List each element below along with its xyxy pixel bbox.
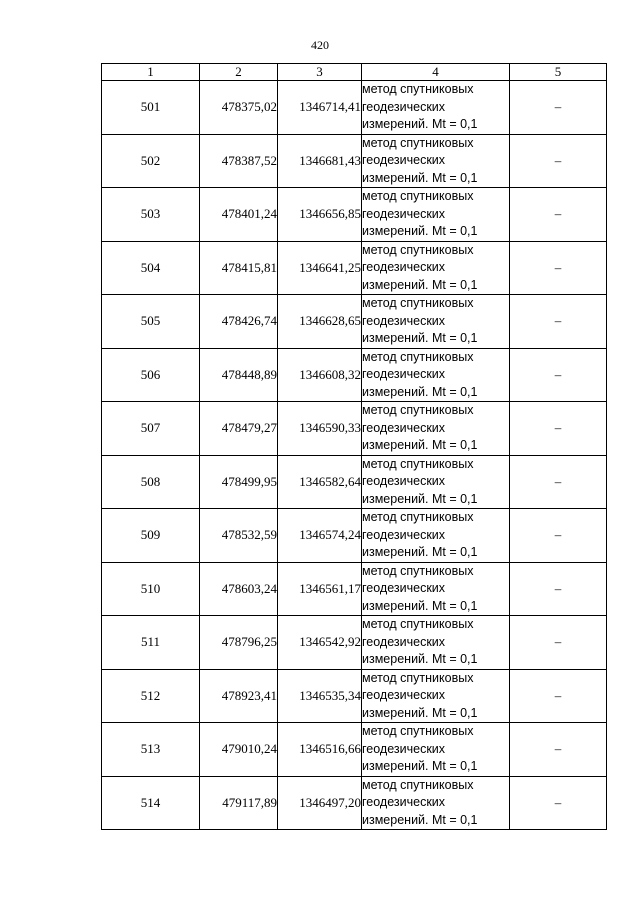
column-header-2: 2	[200, 64, 278, 81]
point-number-cell: 513	[102, 723, 200, 777]
table-row	[102, 776, 607, 830]
method-cell	[362, 723, 510, 777]
y-coordinate-cell: 1346497,20	[278, 776, 362, 830]
page-number: 420	[311, 38, 329, 52]
column-header-5: 5	[510, 64, 607, 81]
method-line: метод спутниковых	[362, 296, 474, 310]
method-line: измерений. Mt = 0,1	[362, 224, 478, 238]
method-cell	[362, 455, 510, 509]
method-line: геодезических	[362, 527, 446, 542]
method-line: геодезических	[362, 313, 446, 328]
method-line: метод спутниковых	[362, 510, 474, 524]
point-number-cell: 512	[102, 669, 200, 723]
method-line: измерений. Mt = 0,1	[362, 491, 478, 506]
column-header-1: 1	[102, 64, 200, 81]
point-number-cell: 504	[102, 241, 200, 295]
table-row	[102, 134, 607, 188]
method-line: измерений. Mt = 0,1	[362, 545, 478, 559]
note-cell: –	[510, 616, 607, 670]
point-number-cell: 510	[102, 562, 200, 616]
method-line: измерений. Mt = 0,1	[362, 170, 478, 185]
x-coordinate-cell: 478426,74	[200, 295, 278, 349]
x-coordinate-cell: 478923,41	[200, 669, 278, 723]
method-line: измерений. Mt = 0,1	[362, 384, 478, 399]
method-cell	[362, 509, 510, 563]
method-cell	[362, 188, 510, 242]
method-line: измерений. Mt = 0,1	[362, 438, 478, 452]
table-row	[102, 402, 607, 456]
method-line: измерений. Mt = 0,1	[362, 812, 478, 827]
x-coordinate-cell: 478387,52	[200, 134, 278, 188]
x-coordinate-cell: 478603,24	[200, 562, 278, 616]
note-cell: –	[510, 348, 607, 402]
table-row	[102, 562, 607, 616]
y-coordinate-cell: 1346535,34	[278, 669, 362, 723]
point-number-cell: 507	[102, 402, 200, 456]
method-line: геодезических	[362, 795, 446, 809]
point-number-cell: 501	[102, 81, 200, 135]
note-cell: –	[510, 509, 607, 563]
method-line: геодезических	[362, 206, 446, 221]
method-cell	[362, 776, 510, 830]
method-cell	[362, 669, 510, 723]
method-line: метод спутниковых	[362, 724, 474, 738]
point-number-cell: 511	[102, 616, 200, 670]
point-number-cell: 506	[102, 348, 200, 402]
method-line: измерений. Mt = 0,1	[362, 705, 478, 720]
method-line: метод спутниковых	[362, 403, 474, 417]
y-coordinate-cell: 1346574,24	[278, 509, 362, 563]
table-row	[102, 81, 607, 135]
method-line: измерений. Mt = 0,1	[362, 117, 478, 131]
table-row	[102, 669, 607, 723]
x-coordinate-cell: 479117,89	[200, 776, 278, 830]
method-line: геодезических	[362, 367, 446, 381]
y-coordinate-cell: 1346681,43	[278, 134, 362, 188]
table-row	[102, 616, 607, 670]
method-line: метод спутниковых	[362, 82, 474, 96]
x-coordinate-cell: 478479,27	[200, 402, 278, 456]
coordinates-table	[101, 63, 607, 830]
method-cell	[362, 134, 510, 188]
method-line: геодезических	[362, 474, 446, 488]
method-cell	[362, 295, 510, 349]
y-coordinate-cell: 1346590,33	[278, 402, 362, 456]
point-number-cell: 503	[102, 188, 200, 242]
note-cell: –	[510, 402, 607, 456]
x-coordinate-cell: 478401,24	[200, 188, 278, 242]
table-row	[102, 295, 607, 349]
table-header-row	[102, 64, 607, 81]
y-coordinate-cell: 1346542,92	[278, 616, 362, 670]
table-row	[102, 348, 607, 402]
method-line: измерений. Mt = 0,1	[362, 277, 478, 292]
method-cell	[362, 562, 510, 616]
x-coordinate-cell: 478415,81	[200, 241, 278, 295]
note-cell: –	[510, 562, 607, 616]
table-row	[102, 455, 607, 509]
y-coordinate-cell: 1346641,25	[278, 241, 362, 295]
method-line: метод спутниковых	[362, 617, 474, 631]
method-cell	[362, 348, 510, 402]
method-line: геодезических	[362, 420, 446, 435]
method-line: метод спутниковых	[362, 670, 474, 685]
note-cell: –	[510, 134, 607, 188]
note-cell: –	[510, 188, 607, 242]
method-line: геодезических	[362, 581, 446, 595]
method-line: измерений. Mt = 0,1	[362, 331, 478, 345]
x-coordinate-cell: 479010,24	[200, 723, 278, 777]
method-line: измерений. Mt = 0,1	[362, 759, 478, 773]
point-number-cell: 514	[102, 776, 200, 830]
y-coordinate-cell: 1346516,66	[278, 723, 362, 777]
method-line: геодезических	[362, 99, 446, 114]
method-line: измерений. Mt = 0,1	[362, 598, 478, 613]
note-cell: –	[510, 723, 607, 777]
note-cell: –	[510, 295, 607, 349]
method-cell	[362, 241, 510, 295]
table-row	[102, 723, 607, 777]
y-coordinate-cell: 1346628,65	[278, 295, 362, 349]
x-coordinate-cell: 478796,25	[200, 616, 278, 670]
method-cell	[362, 616, 510, 670]
note-cell: –	[510, 455, 607, 509]
method-line: геодезических	[362, 153, 446, 167]
x-coordinate-cell: 478448,89	[200, 348, 278, 402]
method-cell	[362, 402, 510, 456]
note-cell: –	[510, 81, 607, 135]
y-coordinate-cell: 1346714,41	[278, 81, 362, 135]
note-cell: –	[510, 776, 607, 830]
method-line: геодезических	[362, 688, 446, 702]
method-line: геодезических	[362, 260, 446, 274]
method-line: метод спутниковых	[362, 563, 474, 578]
point-number-cell: 505	[102, 295, 200, 349]
x-coordinate-cell: 478532,59	[200, 509, 278, 563]
y-coordinate-cell: 1346656,85	[278, 188, 362, 242]
method-line: метод спутниковых	[362, 135, 474, 150]
table-row	[102, 509, 607, 563]
table-row	[102, 188, 607, 242]
point-number-cell: 508	[102, 455, 200, 509]
method-line: геодезических	[362, 741, 446, 756]
method-line: метод спутниковых	[362, 242, 474, 257]
table-row	[102, 241, 607, 295]
method-line: метод спутниковых	[362, 456, 474, 471]
point-number-cell: 509	[102, 509, 200, 563]
method-line: метод спутниковых	[362, 777, 474, 792]
note-cell: –	[510, 241, 607, 295]
point-number-cell: 502	[102, 134, 200, 188]
method-line: метод спутниковых	[362, 189, 474, 203]
y-coordinate-cell: 1346582,64	[278, 455, 362, 509]
method-line: измерений. Mt = 0,1	[362, 652, 478, 666]
method-line: геодезических	[362, 634, 446, 649]
column-header-4: 4	[362, 64, 510, 81]
column-header-3: 3	[278, 64, 362, 81]
method-cell	[362, 81, 510, 135]
y-coordinate-cell: 1346561,17	[278, 562, 362, 616]
note-cell: –	[510, 669, 607, 723]
method-line: метод спутниковых	[362, 349, 474, 364]
x-coordinate-cell: 478499,95	[200, 455, 278, 509]
y-coordinate-cell: 1346608,32	[278, 348, 362, 402]
x-coordinate-cell: 478375,02	[200, 81, 278, 135]
